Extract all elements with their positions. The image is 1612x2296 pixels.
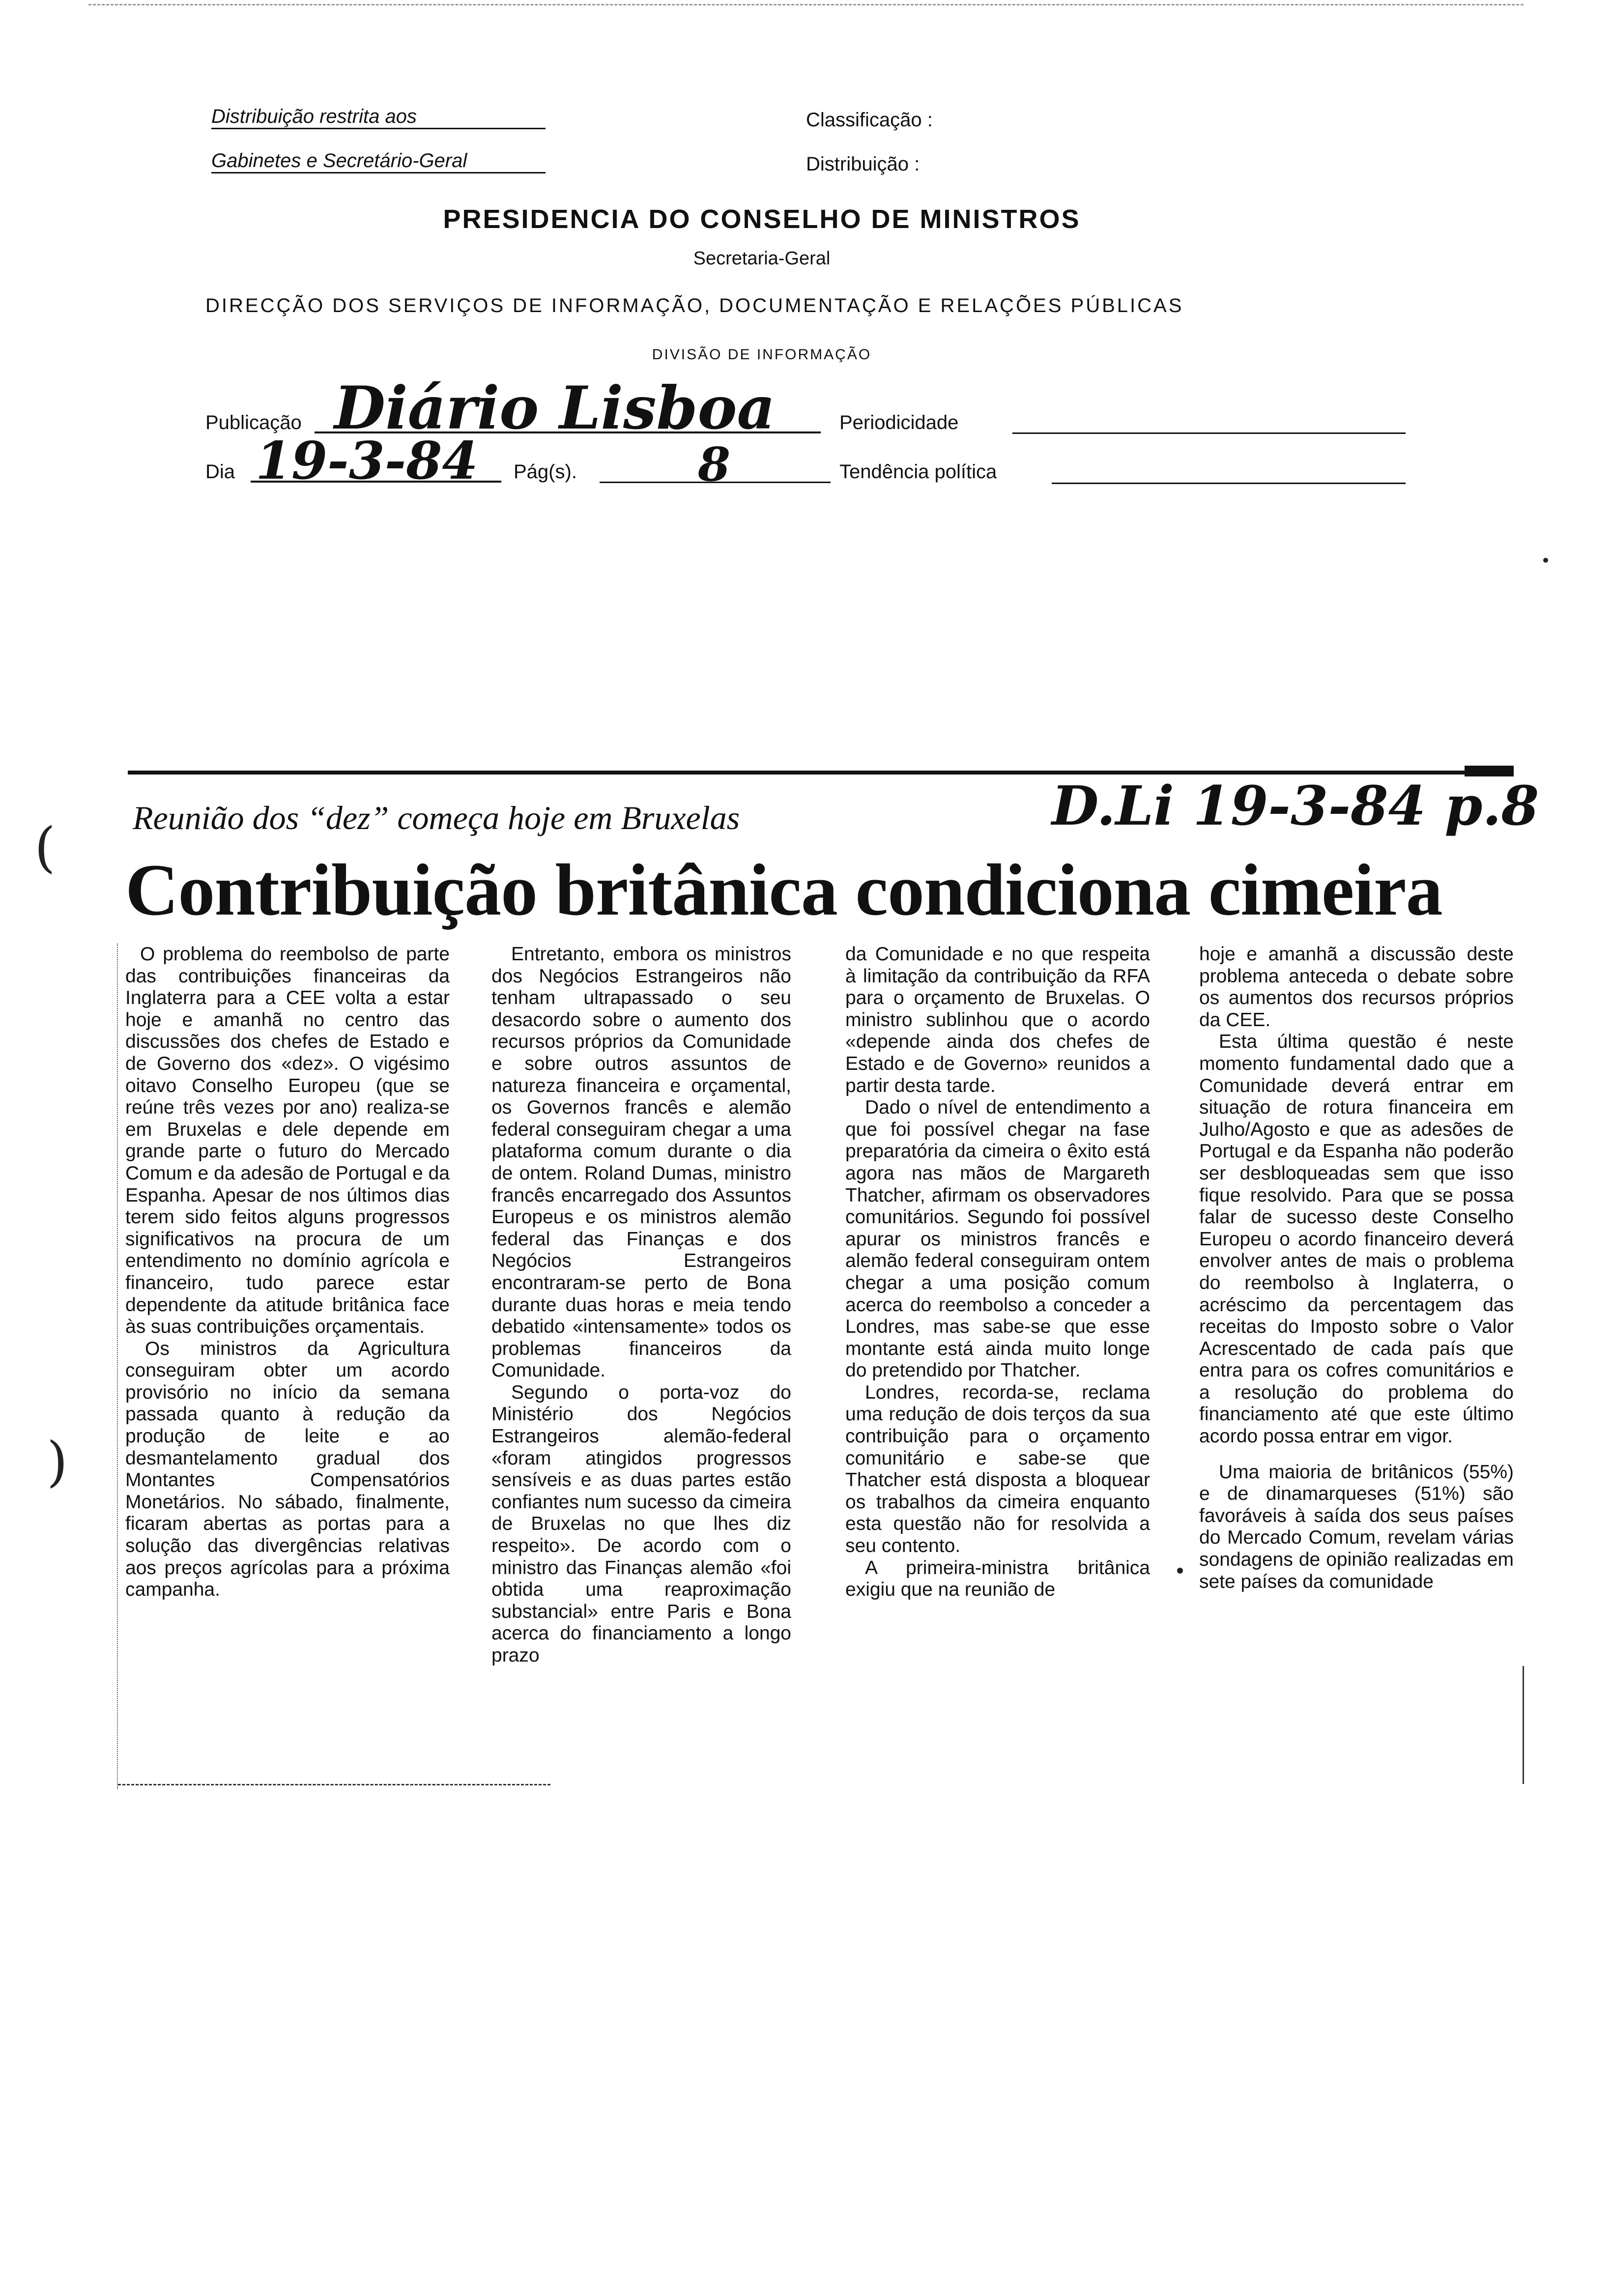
distribution-line-1: Distribuição restrita aos	[211, 106, 546, 129]
distribution-line-2: Gabinetes e Secretário-Geral	[211, 150, 546, 173]
classificacao-label: Classificação :	[806, 109, 933, 131]
left-margin-mark-1: (	[34, 816, 56, 879]
clipping-annotation: D.Li 19-3-84 p.8	[1052, 774, 1539, 837]
presidencia-title: PRESIDENCIA DO CONSELHO DE MINISTROS	[443, 204, 1081, 234]
pags-label: Pág(s).	[514, 461, 577, 483]
article-column-3	[845, 944, 1150, 1601]
direccao-servicos: DIRECÇÃO DOS SERVIÇOS DE INFORMAÇÃO, DOCUMENTAÇÃO E RELAÇÕES PÚBLICAS	[205, 295, 1184, 316]
col3-paragraph-4: A primeira-ministra britânica exigiu que na reunião de	[845, 1557, 1150, 1601]
distribuicao-label: Distribuição :	[806, 153, 920, 175]
col3-paragraph-3: Londres, recorda-se, reclama uma redução de dois terços da sua contribuição para o orçamento comunitário e sabe-se que Thatcher está disposta a bloquear os trabalhos da cimeira enquanto esta questão não for resolvida a seu contento.	[845, 1381, 1150, 1557]
column-1-bottom-rule	[118, 1784, 550, 1785]
article-column-1	[125, 944, 450, 1601]
col3-paragraph-1: da Comunidade e no que respeita à limitação da contribuição da RFA para o orçamento de Bruxelas. O ministro sublinhou que o acordo «depende ainda dos chefes de Estado e de Governo» reunidos a partir desta tarde.	[845, 944, 1150, 1096]
pags-handwritten: 8	[698, 437, 731, 492]
left-margin-mark-2: )	[47, 1430, 68, 1493]
secretaria-geral: Secretaria-Geral	[693, 248, 831, 269]
dia-label: Dia	[205, 461, 235, 483]
publicacao-label: Publicação	[205, 412, 302, 433]
article-kicker: Reunião dos “dez” começa hoje em Bruxelas	[133, 799, 740, 836]
dia-handwritten: 19-3-84	[256, 430, 478, 491]
article-headline: Contribuição britânica condiciona cimeira	[125, 849, 1442, 931]
article-column-2	[491, 944, 791, 1667]
periodicidade-field-line	[1012, 432, 1406, 434]
stray-dot	[1543, 558, 1548, 563]
divisao-informacao: DIVISÃO DE INFORMAÇÃO	[652, 346, 872, 363]
col1-paragraph-2: Os ministros da Agricultura conseguiram obter um acordo provisório no início da semana passada quanto à redução da produção de leite e ao desmantelamento gradual dos Montantes Compensatórios Monetários. No sábado, finalmente, ficaram abertas as portas para a solução das divergências relativas aos preços agrícolas para a próxima campanha.	[125, 1338, 450, 1601]
periodicidade-label: Periodicidade	[839, 412, 959, 433]
publicacao-handwritten: Diário Lisboa	[334, 373, 776, 443]
col3-paragraph-2: Dado o nível de entendimento a que foi possível chegar na fase preparatória da cimeira o êxito está agora nas mãos de Margareth Thatcher, afirmam os observadores comunitários. Segundo foi possível apurar os ministros francês e alemão federal conseguiram ontem chegar a uma posição comum acerca do reembolso a conceder a Londres, mas sabe-se que esse montante está ainda muito longe do pretendido por Thatcher.	[845, 1097, 1150, 1381]
col4-paragraph-3: Uma maioria de britânicos (55%) e de dinamarqueses (51%) são favoráveis à saída dos seus países do Mercado Comum, revelam várias sondagens de opinião realizadas em sete países da comunidade	[1199, 1461, 1514, 1592]
col4-paragraph-1: hoje e amanhã a discussão deste problema anteceda o debate sobre os aumentos dos recursos próprios da CEE.	[1199, 944, 1514, 1031]
col1-paragraph-1: O problema do reembolso de parte das contribuições financeiras da Inglaterra para a CEE volta a estar hoje e amanhã no centro das discussões dos chefes de Estado e de Governo dos «dez». O vigésimo oitavo Conselho Europeu (que se reúne três vezes por ano) realiza-se em Bruxelas e dele depende em grande parte o futuro do Mercado Comum e da adesão de Portugal e da Espanha. Apesar de nos últimos dias terem sido feitos alguns progressos significativos na procura de um entendimento no domínio agrícola e financeiro, tudo parece estar dependente da atitude britânica face às suas contribuições orçamentais.	[125, 944, 450, 1338]
tendencia-label: Tendência política	[839, 461, 997, 483]
article-column-4	[1199, 944, 1514, 1593]
column-4-bullet	[1177, 1568, 1183, 1574]
column-1-left-rule	[117, 944, 118, 1789]
column-4-right-rule	[1523, 1666, 1524, 1784]
col2-paragraph-2: Segundo o porta-voz do Ministério dos Negócios Estrangeiros alemão-federal «foram atingidos progressos sensíveis e as duas partes estão confiantes num sucesso da cimeira de Bruxelas no que lhes diz respeito». De acordo com o ministro das Finanças alemão «foi obtida uma reaproximação substancial» entre Paris e Bona acerca do financiamento a longo prazo	[491, 1381, 791, 1666]
col4-paragraph-2: Esta última questão é neste momento fundamental dado que a Comunidade deverá entrar em situação de rotura financeira em Julho/Agosto e que as adesões de Portugal e da Espanha não poderão ser desbloqueadas sem que isso fique resolvido. Para que se possa falar de sucesso deste Conselho Europeu o acordo financeiro deverá envolver antes de mais o problema do reembolso à Inglaterra, o acréscimo da percentagem das receitas do Imposto sobre o Valor Acrescentado de cada país que entra para os cofres comunitários e a resolução do problema do financiamento até que este último acordo possa entrar em vigor.	[1199, 1031, 1514, 1447]
tendencia-field-line	[1052, 483, 1406, 484]
col2-paragraph-1: Entretanto, embora os ministros dos Negócios Estrangeiros não tenham ultrapassado o seu desacordo sobre o aumento dos recursos próprios da Comunidade e sobre outros assuntos de natureza financeira e orçamental, os Governos francês e alemão federal conseguiram chegar a uma plataforma comum durante o dia de ontem. Roland Dumas, ministro francês encarregado dos Assuntos Europeus e os ministros alemão federal das Finanças e dos Negócios Estrangeiros encontraram-se perto de Bona durante duas horas e meia tendo debatido «intensamente» todos os problemas financeiros da Comunidade.	[491, 944, 791, 1381]
scan-edge-line	[88, 4, 1524, 5]
